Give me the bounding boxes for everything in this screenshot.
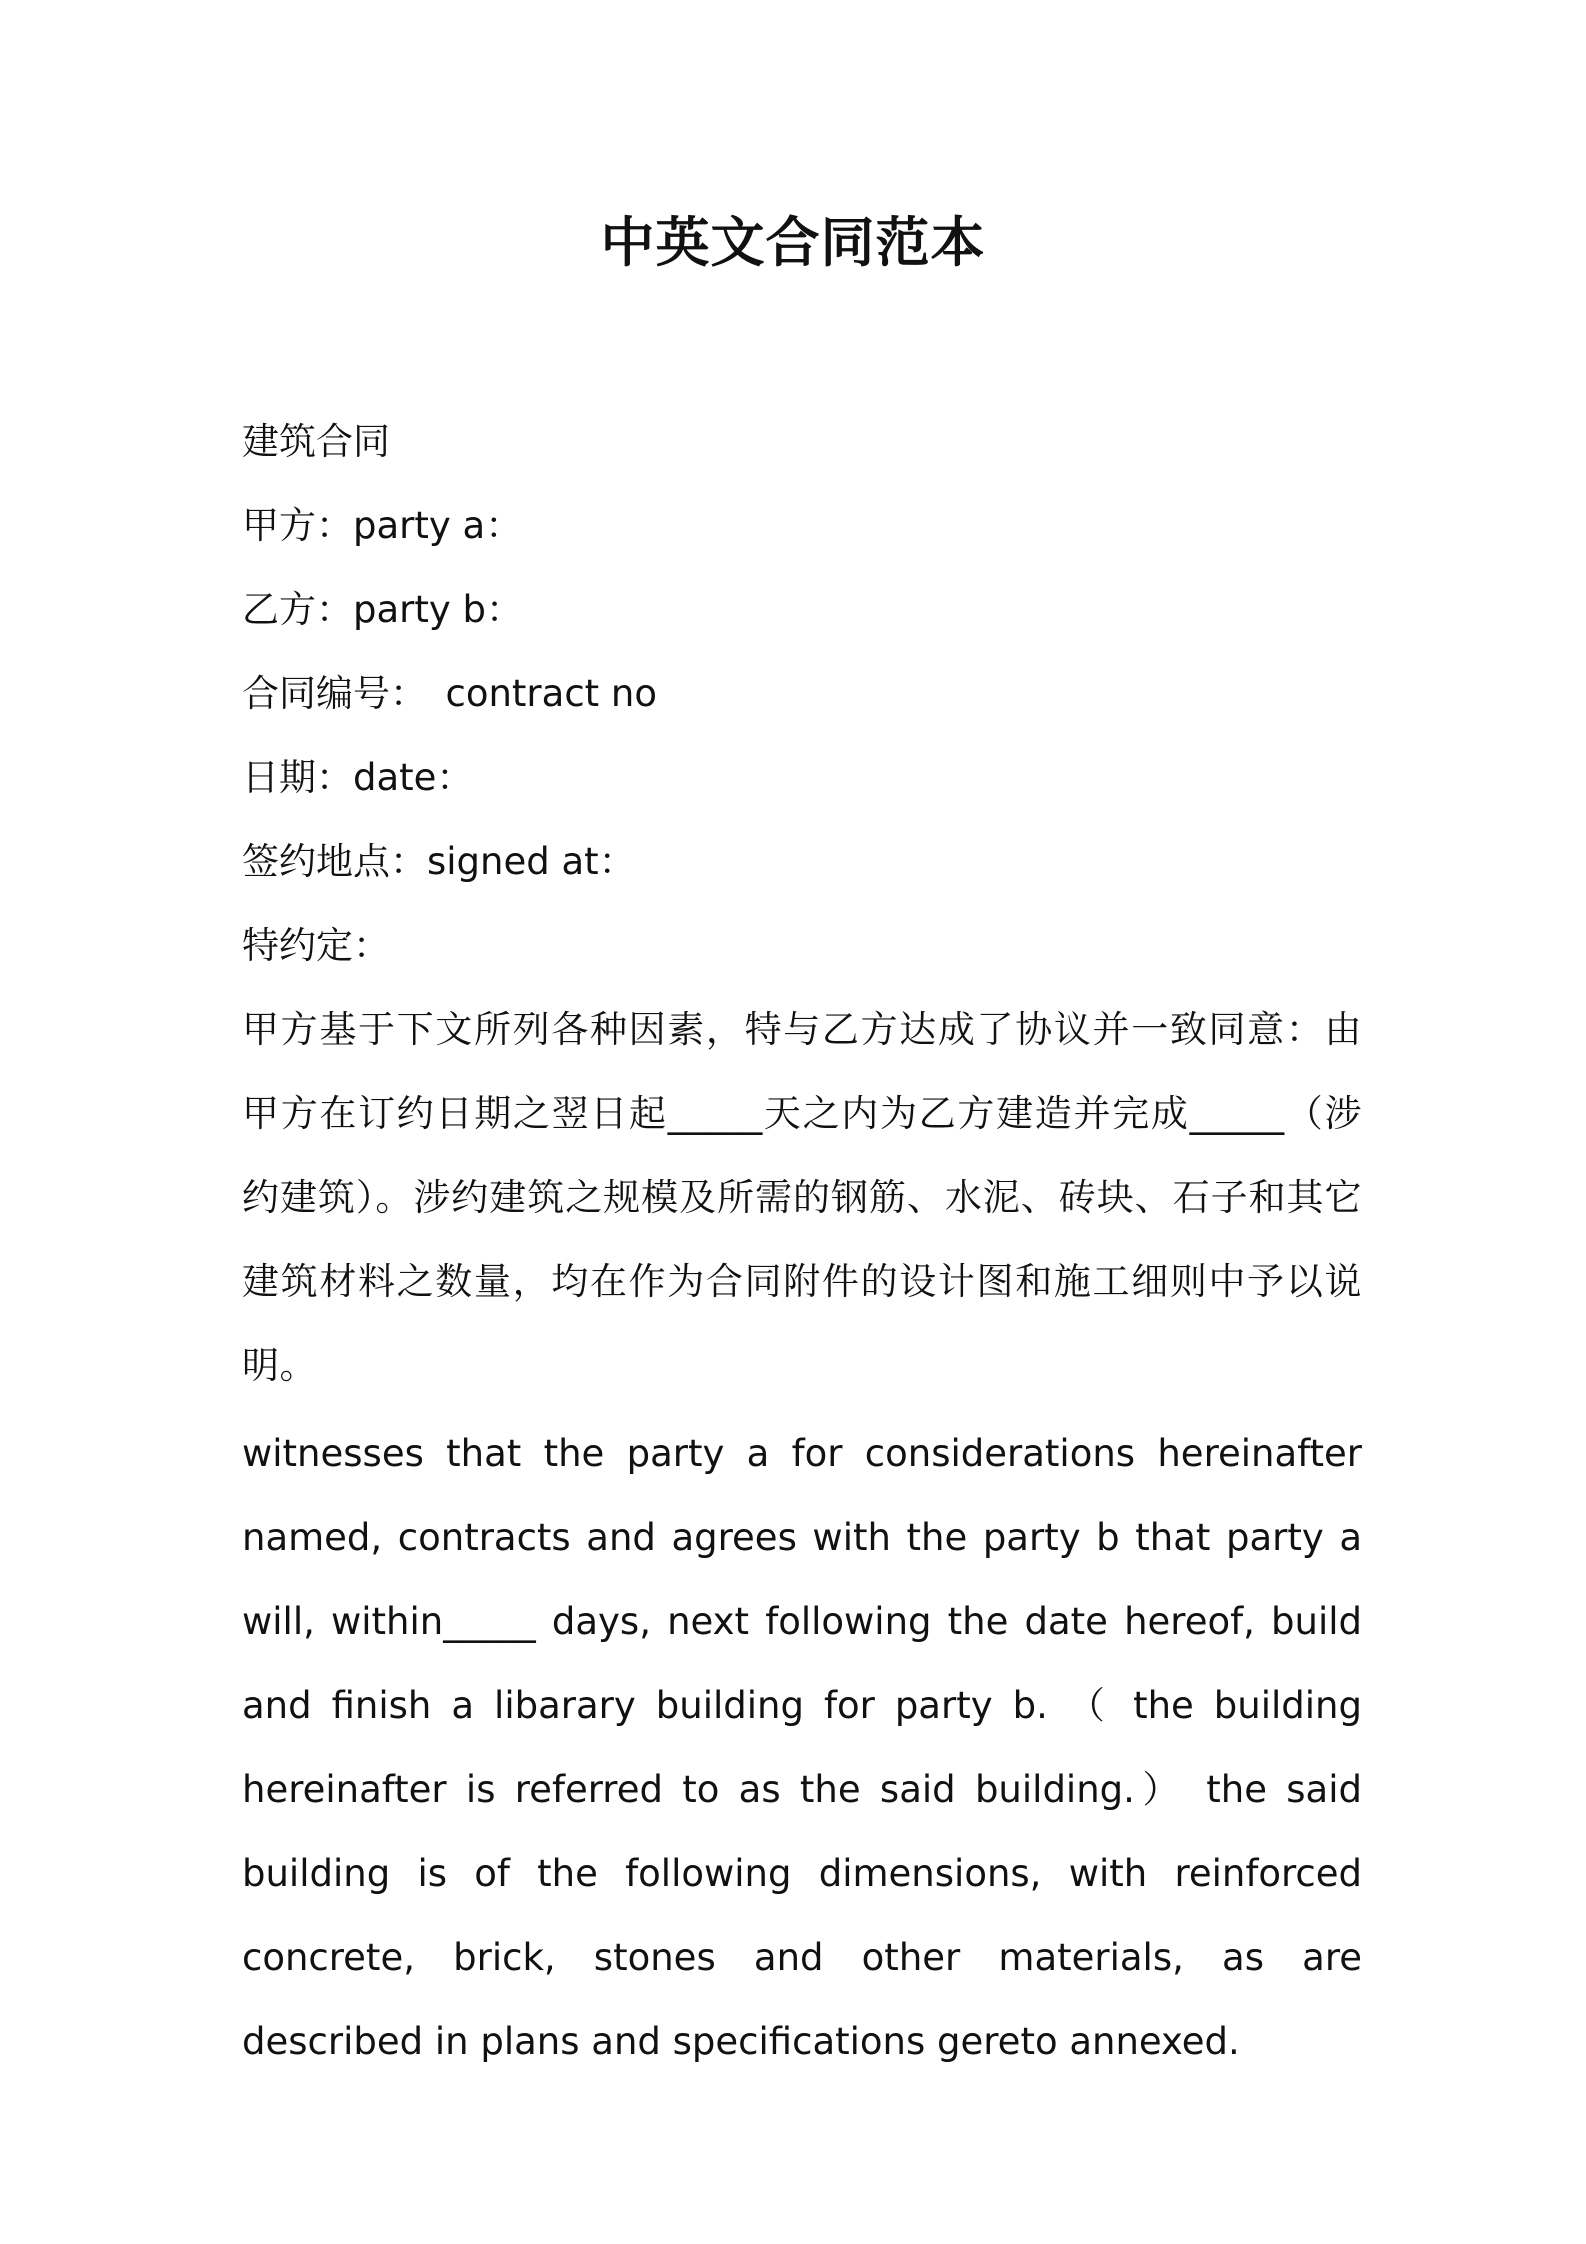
contract-number-line: 合同编号： contract no — [242, 672, 658, 715]
contract-body — [242, 400, 1362, 2084]
contract-heading: 建筑合同 — [242, 420, 390, 463]
party-a-line: 甲方：party a： — [242, 504, 523, 547]
signed-at-line: 签约地点：signed at： — [242, 840, 636, 883]
chinese-terms-paragraph: 甲方基于下文所列各种因素，特与乙方达成了协议并一致同意：由甲方在订约日期之翌日起_____天之内为乙方建造并完成_____（涉约建筑）。涉约建筑之规模及所需的钢筋、水泥、砖块、石子和其它建筑材料之数量，均在作为合同附件的设计图和施工细则中予以说明。 — [242, 1008, 1362, 1387]
agreement-line: 特约定： — [242, 924, 390, 967]
english-terms-paragraph: witnesses that the party a for considerations hereinafter named, contracts and agrees with the party b that party a will, within_____ days, next following the date hereof, build and finish a libarary building for party b. （ the building hereinafter is referred to as the said building.） the said building is of the following dimensions, with reinforced concrete, brick, stones and other materials, as are described in plans and specifications gereto annexed. — [242, 1432, 1362, 2063]
date-line: 日期：date： — [242, 756, 474, 799]
document-title: 中英文合同范本 — [600, 211, 986, 274]
party-b-line: 乙方：party b： — [242, 588, 524, 631]
